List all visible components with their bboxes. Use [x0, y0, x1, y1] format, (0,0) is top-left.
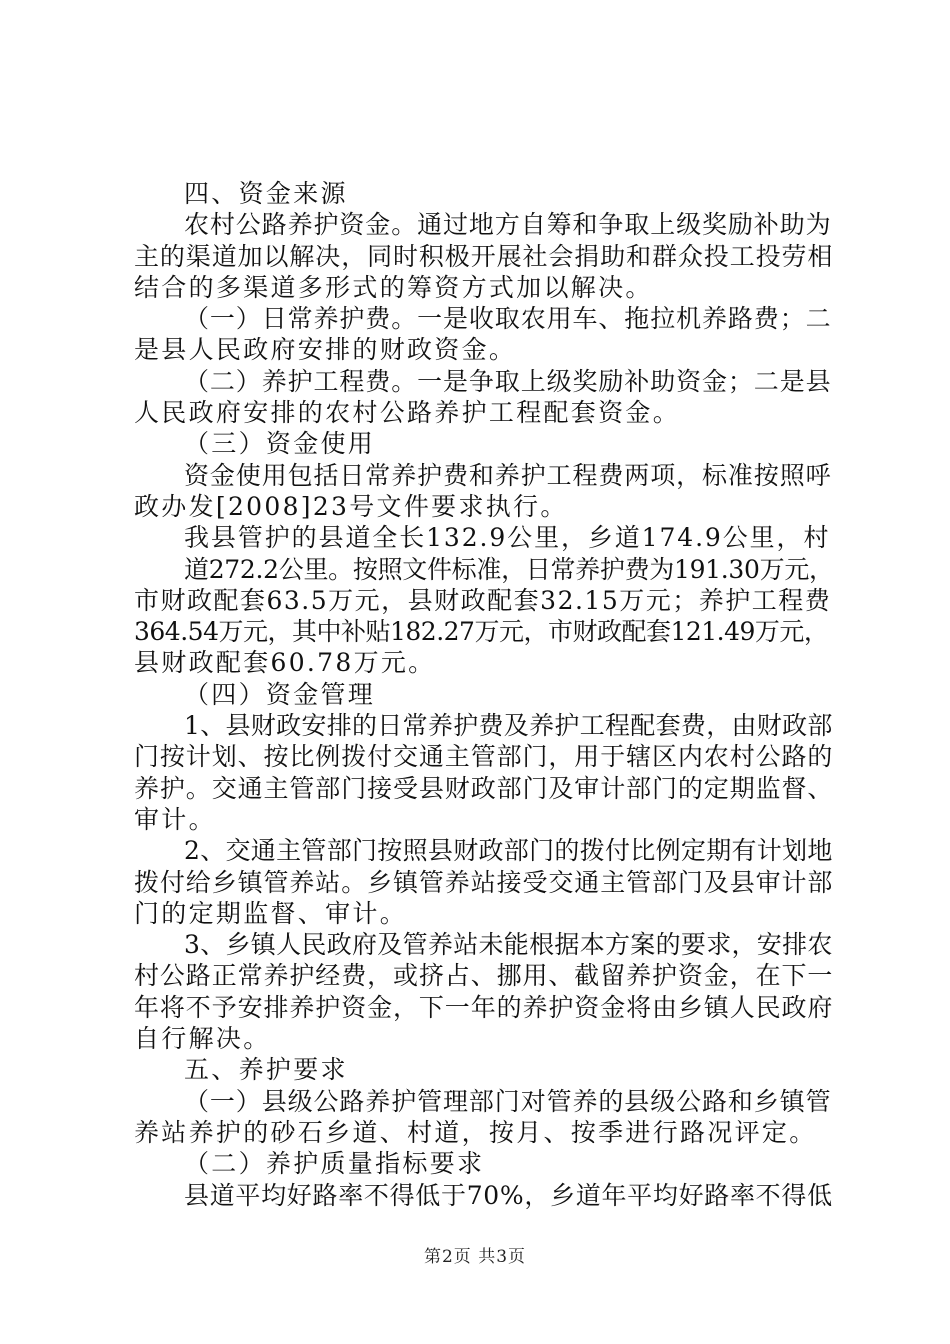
text-line: 2、交通主管部门按照县财政部门的拨付比例定期有计划地: [184, 836, 833, 866]
text-line: 村公路正常养护经费，或挤占、挪用、截留养护资金，在下一: [134, 961, 834, 991]
text-line: 门的定期监督、审计。: [134, 898, 408, 928]
text-line: （三）资金使用: [184, 429, 376, 459]
text-line: 审计。: [134, 804, 216, 834]
text-line: （二）养护工程费。一是争取上级奖励补助资金；二是县: [184, 366, 832, 396]
document-body: [134, 178, 834, 1211]
page-footer: 第2页 共3页: [423, 1247, 527, 1267]
text-line: 主的渠道加以解决，同时积极开展社会捐助和群众投工投劳相: [134, 241, 834, 271]
text-line: 我县管护的县道全长132.9公里，乡道174.9公里，村: [184, 523, 831, 553]
text-line: （二）养护质量指标要求: [184, 1149, 485, 1179]
text-line: 是县人民政府安排的财政资金。: [134, 335, 517, 365]
text-line: 资金使用包括日常养护费和养护工程费两项，标准按照呼: [184, 460, 832, 490]
text-line: 政办发[2008]23号文件要求执行。: [134, 491, 568, 521]
text-line: 市财政配套63.5万元，县财政配套32.15万元；养护工程费: [134, 585, 832, 615]
text-line: 县道平均好路率不得低于70%，乡道年平均好路率不得低: [184, 1180, 833, 1210]
text-line: 364.54万元，其中补贴182.27万元，市财政配套121.49万元，: [134, 617, 829, 647]
text-line: 年将不予安排养护资金，下一年的养护资金将由乡镇人民政府: [134, 992, 834, 1022]
text-line: （四）资金管理: [184, 679, 376, 709]
text-line: 人民政府安排的农村公路养护工程配套资金。: [134, 398, 681, 428]
text-line: 自行解决。: [134, 1024, 271, 1054]
text-line: 结合的多渠道多形式的筹资方式加以解决。: [134, 272, 653, 302]
text-line: 四、资金来源: [184, 179, 348, 208]
text-line: 五、养护要求: [184, 1055, 348, 1085]
text-line: 1、县财政安排的日常养护费及养护工程配套费，由财政部: [184, 711, 833, 741]
text-line: 门按计划、按比例拨付交通主管部门，用于辖区内农村公路的: [134, 742, 834, 772]
text-line: 养护。交通主管部门接受县财政部门及审计部门的定期监督、: [134, 773, 834, 803]
text-line: 3、乡镇人民政府及管养站未能根据本方案的要求，安排农: [184, 930, 833, 960]
text-line: 农村公路养护资金。通过地方自筹和争取上级奖励补助为: [184, 210, 832, 240]
text-line: 养站养护的砂石乡道、村道，按月、按季进行路况评定。: [134, 1117, 817, 1147]
text-line: 道272.2公里。按照文件标准，日常养护费为191.30万元，: [184, 554, 834, 584]
text-line: （一）县级公路养护管理部门对管养的县级公路和乡镇管: [184, 1086, 832, 1116]
text-line: （一）日常养护费。一是收取农用车、拖拉机养路费；二: [184, 304, 832, 334]
text-line: 拨付给乡镇管养站。乡镇管养站接受交通主管部门及县审计部: [134, 867, 834, 897]
text-line: 县财政配套60.78万元。: [134, 648, 436, 678]
